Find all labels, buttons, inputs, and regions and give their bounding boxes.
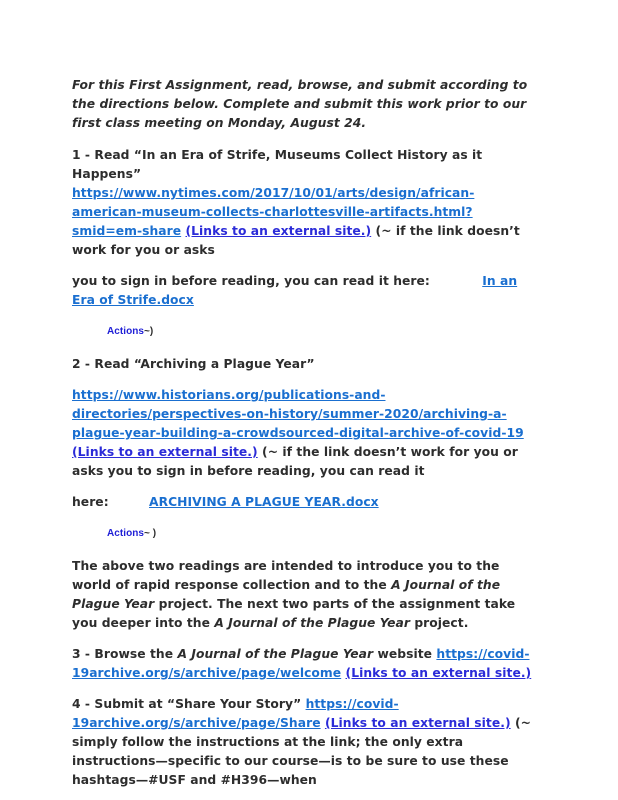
external-site-link-3[interactable]: (Links to an external site.) [345,666,532,680]
item-2-here-line [72,493,542,512]
item-1-paragraph [72,146,542,260]
item-4-prefix: 4 - Submit at “Share Your Story” [72,697,302,711]
item-1-line2-text: you to sign in before reading, you can read it here: [72,274,430,288]
actions-menu-1[interactable] [107,322,542,341]
actions-suffix-1: ~) [144,326,154,337]
summary-text-1: The above two readings are intended to introduce you to the world of rapid response collection and to the [72,559,500,592]
item-3-paragraph [72,645,542,683]
item-3-middle: website [377,647,433,661]
archiving-plague-year-doc-link[interactable]: ARCHIVING A PLAGUE YEAR.docx [149,495,379,509]
intro-paragraph: For this First Assignment, read, browse, and submit according to the directions below. Complete and submit this work prior to our first class meeting on Monday, August 24. [72,78,528,130]
item-3-prefix: 3 - Browse the [72,647,174,661]
external-site-link-2[interactable]: (Links to an external site.) [72,445,258,459]
item-2-paragraph [72,386,542,481]
journal-title-1: A Journal of the Plague Year [72,578,501,611]
era-of-strife-doc-link[interactable]: In an Era of Strife.docx [72,274,518,307]
assignment-document [72,76,542,790]
actions-suffix-2: ~ ) [144,528,157,539]
summary-paragraph [72,557,542,633]
external-site-link-4[interactable]: (Links to an external site.) [324,716,511,730]
historians-link[interactable]: https://www.historians.org/publications-and-directories/perspectives-on-history/summer-2020/archiving-a-plague-year-building-a-crowdsourced-digital-archive-of-covid-19 [72,388,524,440]
actions-label-1[interactable]: Actions [107,326,145,337]
summary-text-2: project. The next two parts of the assignment take you deeper into the [72,597,516,630]
item-1-title: 1 - Read “In an Era of Strife, Museums Collect History as it Happens” [72,148,483,181]
covid-archive-welcome-link[interactable]: https://covid-19archive.org/s/archive/page/welcome [72,647,530,680]
summary-text-3: project. [414,616,469,630]
nytimes-link[interactable]: https://www.nytimes.com/2017/10/01/arts/design/african-american-museum-collects-charlottesville-artifacts.html?smid=em-share [72,186,475,238]
item-1-line2 [72,272,542,310]
item-4-paragraph [72,695,542,790]
item-2-title: 2 - Read “Archiving a Plague Year” [72,357,315,371]
item-4-note: (~ simply follow the instructions at the link; the only extra instructions—specific to our course—is to be sure to use these hashtags—#USF and #H396—when [72,716,532,787]
journal-title-2: A Journal of the Plague Year [214,616,410,630]
external-site-link-1[interactable]: (Links to an external site.) [185,224,372,238]
actions-menu-2[interactable] [107,524,542,543]
covid-archive-share-link[interactable]: https://covid-19archive.org/s/archive/page/Share [72,697,399,730]
item-2-note: (~ if the link doesn’t work for you or asks you to sign in before reading, you can read it [72,445,518,478]
item-1-note: (~ if the link doesn’t work for you or asks [72,224,520,257]
actions-label-2[interactable]: Actions [107,528,145,539]
journal-title-3: A Journal of the Plague Year [177,647,374,661]
here-label: here: [72,495,109,509]
